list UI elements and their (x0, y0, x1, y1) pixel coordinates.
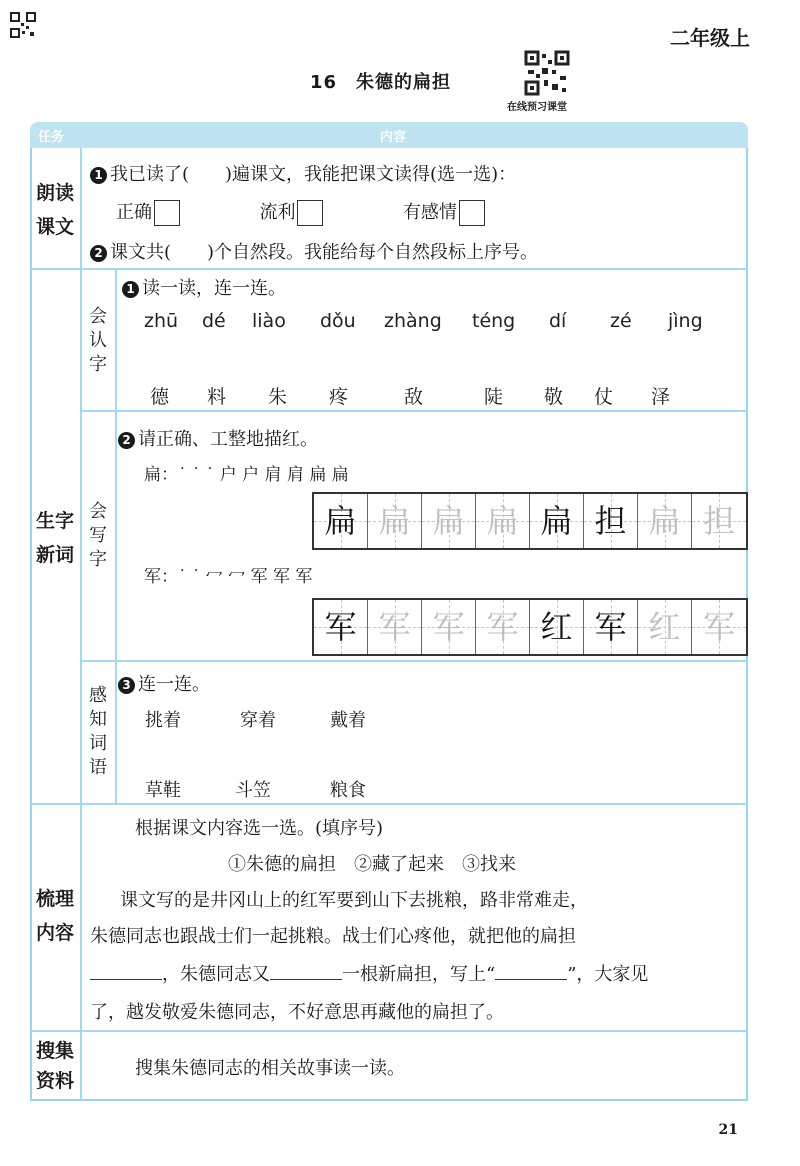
tracing-grid-2 (312, 598, 748, 656)
word-item[interactable]: 戴着 (330, 710, 366, 731)
option-fluent-label: 流利 (259, 202, 296, 223)
perceive-instruction: 3 连一连。 (118, 670, 210, 696)
pinyin-item[interactable]: dí (549, 310, 567, 332)
qr-code-icon[interactable] (524, 50, 570, 96)
character-item[interactable]: 泽 (651, 386, 671, 408)
word-item[interactable]: 草鞋 (145, 780, 181, 801)
recognize-label: 会认字 (89, 306, 107, 375)
number-3-icon: 3 (118, 677, 135, 694)
answer-blank[interactable] (495, 962, 567, 980)
word-item[interactable]: 挑着 (145, 710, 181, 731)
pinyin-item[interactable]: zhàng (384, 310, 442, 332)
tracing-cell[interactable]: 扁 (530, 494, 584, 548)
option-emotion-checkbox[interactable] (459, 200, 485, 226)
character-item[interactable]: 疼 (329, 386, 349, 408)
pinyin-item[interactable]: liào (252, 310, 286, 332)
option-correct-label: 正确 (116, 202, 152, 223)
row-divider (30, 1030, 748, 1032)
number-1-icon: 1 (90, 167, 107, 184)
tracing-cell[interactable]: 军 (314, 600, 368, 654)
read-question-1: 1 我已读了( )遍课文，我能把课文读得(选一选)： (90, 160, 516, 186)
content-column-header: 内容 (380, 130, 407, 145)
stroke-order-2: 军：˙ ˙ 冖 冖 军 军 军 (144, 567, 313, 587)
character-item[interactable]: 仗 (594, 386, 614, 408)
column-divider (80, 148, 82, 1101)
pinyin-item[interactable]: dǒu (320, 310, 356, 332)
row-divider (80, 410, 748, 412)
character-item[interactable]: 敬 (544, 386, 564, 408)
sort-options: ①朱德的扁担 ②藏了起来 ③找来 (228, 854, 516, 875)
tracing-cell[interactable]: 扁 (314, 494, 368, 548)
table-header (30, 122, 748, 148)
tracing-cell[interactable]: 军 (476, 600, 530, 654)
collect-text: 搜集朱德同志的相关故事读一读。 (135, 1058, 405, 1079)
read-options (116, 198, 485, 226)
answer-blank[interactable] (270, 962, 342, 980)
pinyin-item[interactable]: jìng (668, 310, 703, 332)
tracing-cell[interactable]: 军 (422, 600, 476, 654)
sort-instruction: 根据课文内容选一选。(填序号) (135, 818, 384, 839)
words-section-label: 生字 新词 (35, 510, 74, 566)
option-fluent-checkbox[interactable] (297, 200, 323, 226)
passage-line: 了，越发敬爱朱德同志，不好意思再藏他的扁担了。 (90, 1002, 504, 1023)
character-item[interactable]: 陡 (484, 386, 504, 408)
page-number: 21 (718, 1122, 738, 1138)
pinyin-item[interactable]: dé (202, 310, 226, 332)
collect-section-label: 搜集 资料 (35, 1040, 74, 1092)
option-emotion-label: 有感情 (402, 202, 457, 223)
character-item[interactable]: 朱 (268, 386, 288, 408)
word-item[interactable]: 穿着 (240, 710, 276, 731)
read-section-label: 朗读 课文 (35, 182, 74, 238)
qr-caption: 在线预习课堂 (507, 102, 567, 113)
tracing-cell[interactable]: 军 (584, 600, 638, 654)
pinyin-item[interactable]: téng (472, 310, 516, 332)
stroke-order-1: 扁：˙ ˙ ˙ 户 户 肩 肩 扁 扁 (144, 465, 349, 485)
tracing-cell[interactable]: 扁 (476, 494, 530, 548)
qr-code-icon (10, 12, 36, 38)
grade-label: 二年级上 (670, 26, 750, 50)
word-item[interactable]: 粮食 (330, 780, 366, 801)
row-divider (30, 268, 748, 270)
tracing-cell[interactable]: 红 (530, 600, 584, 654)
row-divider (80, 660, 748, 662)
passage-line: ，朱德同志又 一根新扁担，写上“ ”，大家见 (90, 960, 648, 986)
write-instruction: 2 请正确、工整地描红。 (118, 425, 318, 451)
row-divider (30, 803, 748, 805)
passage-line: 课文写的是井冈山上的红军要到山下去挑粮，路非常难走， (120, 890, 588, 911)
tracing-cell[interactable]: 扁 (368, 494, 422, 548)
tracing-cell[interactable]: 扁 (422, 494, 476, 548)
read-question-2: 2 课文共( )个自然段。我能给每个自然段标上序号。 (90, 238, 538, 264)
tracing-cell[interactable]: 担 (692, 494, 746, 548)
word-item[interactable]: 斗笠 (235, 780, 271, 801)
tracing-cell[interactable]: 军 (692, 600, 746, 654)
tracing-cell[interactable]: 军 (368, 600, 422, 654)
task-column-header: 任务 (38, 130, 65, 145)
recognize-instruction: 1 读一读，连一连。 (122, 274, 286, 300)
perceive-label: 感知词语 (89, 685, 107, 778)
tracing-grid-1 (312, 492, 748, 550)
number-1-icon: 1 (122, 281, 139, 298)
option-correct-checkbox[interactable] (154, 200, 180, 226)
sort-section-label: 梳理 内容 (35, 888, 74, 944)
character-item[interactable]: 料 (207, 386, 227, 408)
lesson-title: 16 朱德的扁担 (310, 72, 452, 93)
subcolumn-divider (115, 268, 117, 803)
passage-line: 朱德同志也跟战士们一起挑粮。战士们心疼他，就把他的扁担 (90, 926, 576, 947)
number-2-icon: 2 (118, 432, 135, 449)
write-label: 会写字 (89, 501, 107, 570)
answer-blank[interactable] (90, 962, 162, 980)
tracing-cell[interactable]: 担 (584, 494, 638, 548)
tracing-cell[interactable]: 扁 (638, 494, 692, 548)
character-item[interactable]: 敌 (404, 386, 424, 408)
character-item[interactable]: 德 (150, 386, 170, 408)
pinyin-item[interactable]: zhū (144, 310, 179, 332)
tracing-cell[interactable]: 红 (638, 600, 692, 654)
pinyin-item[interactable]: zé (610, 310, 632, 332)
number-2-icon: 2 (90, 245, 107, 262)
